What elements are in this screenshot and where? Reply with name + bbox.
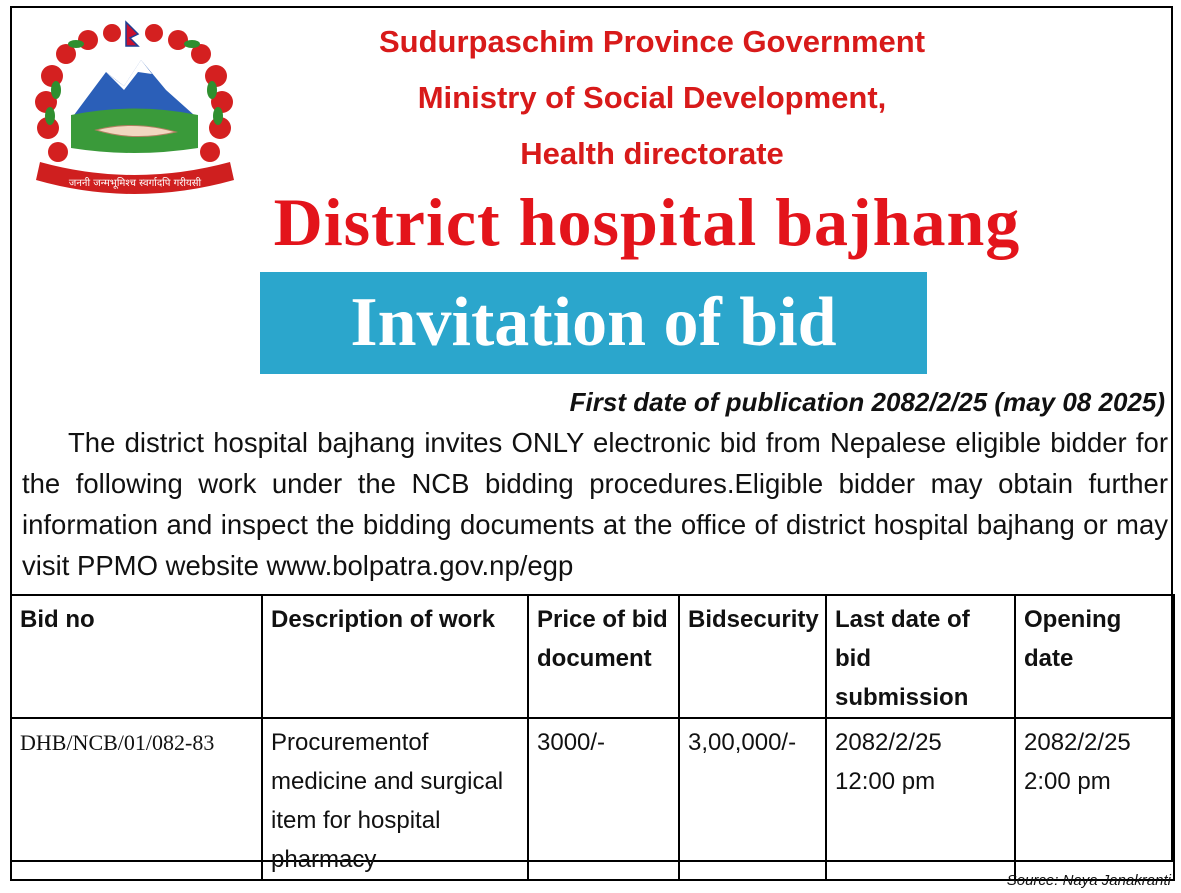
bid-notice xyxy=(10,6,1173,873)
bid-table xyxy=(10,594,1175,881)
directorate-name: Health directorate xyxy=(520,136,784,171)
header-last-date: Last date of bid submission xyxy=(826,595,1015,718)
province-name: Sudurpaschim Province Government xyxy=(378,24,926,59)
hospital-title: District hospital bajhang xyxy=(273,184,1021,260)
intro-paragraph xyxy=(22,422,1168,586)
header-opening: Opening date xyxy=(1015,595,1174,718)
invitation-banner: Invitation of bid xyxy=(260,272,927,374)
source-credit: Source: Naya Janakranti xyxy=(1006,872,1171,889)
cell-description: Procurementof medicine and surgical item for hospital pharmacy xyxy=(262,718,528,880)
cell-security: 3,00,000/- xyxy=(679,718,826,880)
table-row xyxy=(11,718,1174,880)
table-header-row xyxy=(11,595,1174,718)
cell-price: 3000/- xyxy=(528,718,679,880)
emblem-motto: जननी जन्मभूमिश्च स्वर्गादपि गरीयसी xyxy=(68,178,202,189)
cell-opening: 2082/2/25 2:00 pm xyxy=(1015,718,1174,880)
ministry-name: Ministry of Social Development, xyxy=(417,80,887,115)
header-price: Price of bid document xyxy=(528,595,679,718)
header-description: Description of work xyxy=(262,595,528,718)
header-security: Bidsecurity xyxy=(679,595,826,718)
cell-bid-no: DHB/NCB/01/082-83 xyxy=(11,718,262,880)
publication-date: First date of publication 2082/2/25 (may 08 2025) xyxy=(569,387,1165,417)
intro-text: The district hospital bajhang invites ONLY electronic bid from Nepalese eligible bidder for the following work under the NCB bidding procedures.Eligible bidder may obtain further information and inspect the bidding documents at the office of district hospital bajhang or may visit PPMO website www.bolpatra.gov.np/egp xyxy=(22,427,1168,581)
header-bid-no: Bid no xyxy=(11,595,262,718)
cell-last-date: 2082/2/25 12:00 pm xyxy=(826,718,1015,880)
